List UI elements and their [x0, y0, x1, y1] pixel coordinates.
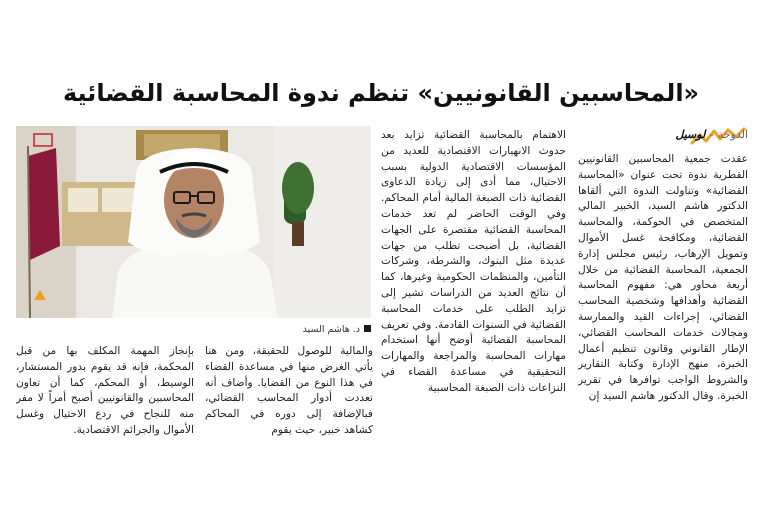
article-photo: [16, 126, 371, 318]
article-column-right: عقدت جمعية المحاسبين القانونيين القطرية ندوة تحت عنوان «المحاسبة القضائية» وتناولت الندوة التي ألقاها الدكتور هاشم السيد، الخبير المالي المتخصص في الحوكمة، والمحاسبة القضائية، ومكافحة غسل الأموال وتمويل الإرهاب، رئيس مجلس إدارة الجمعية، المحاسبة القضائية من خلال أربعة محاور هي: مفهوم المحاسبة القضائية وأهدافها وشخصية المحاسب القضائي، إجراءات القيد والممارسة ومجالات خدمات المحاسب القضائي، الإطار القانوني وقانون تنظيم أعمال الخبرة، منهج الإدارة وكتابة التقارير والشروط الواجب توافرها في تقرير الخبرة. وقال الدكتور هاشم السيد إن: [578, 153, 748, 402]
dateline-place: الدوحة –: [708, 128, 748, 141]
article-headline: «المحاسبين القانونيين» تنظم ندوة المحاسبة القضائية: [62, 79, 700, 107]
article-column-bottom-left: بإنجاز المهمة المكلف بها من قبل المحكمة، فإنه قد يقوم بدور المستشار، الوسيط، أو المحكم، كما أن تعاون المحاسبين والقانونيين أصبح أمراً لا مفر منه للنجاح في ردع الاحتيال وغسل الأموال والجرائم الاقتصادية.: [16, 345, 194, 436]
flag-icon: [28, 148, 60, 260]
article-column-bottom-middle: والمالية للوصول للحقيقة، ومن هنا يأتي الغرض منها في مساعدة القضاء في هذا النوع من القضايا. وأضاف أنه تعددت أدوار المحاسب القضائي، فبالإضافة إلى دوره في المحاكم كشاهد خبير، حيث يقوم: [205, 345, 373, 436]
photo-caption: [225, 323, 371, 337]
caption-square-icon: [364, 325, 371, 332]
portrait-illustration: [16, 126, 371, 318]
photo-caption-text: د. هاشم السيد: [302, 324, 360, 335]
dateline: [582, 124, 748, 146]
dateline-brand: لوسيل: [675, 128, 706, 141]
article-column-middle: الاهتمام بالمحاسبة القضائية تزايد بعد حدوث الانهيارات الاقتصادية للعديد من المؤسسات الاقتصادية الدولية بسبب الاحتيال، مما أدى إلى زيادة الدعاوى القضائية ذات الصبغة المالية أمام المحاكم. وفي الوقت الحاضر لم تعد خدمات المحاسبة القضائية مقتصرة على الجهات القضائية، بل أصبحت تطلب من جهات عديدة مثل البنوك، والشرطة، وشركات التأمين، والمنظمات الحكومية وغيرها، كما أن نتائج العديد من الدراسات تشير إلى تزايد الطلب على خدمات المحاسبة القضائية في السنوات القادمة. وفي تعريف المحاسبة القضائية أوضح أنها استخدام مهارات المحاسبة والمراجعة والمهارات التحقيقية في مساعدة القضاء في النزاعات ذات الصبغة المحاسبية: [381, 129, 566, 394]
